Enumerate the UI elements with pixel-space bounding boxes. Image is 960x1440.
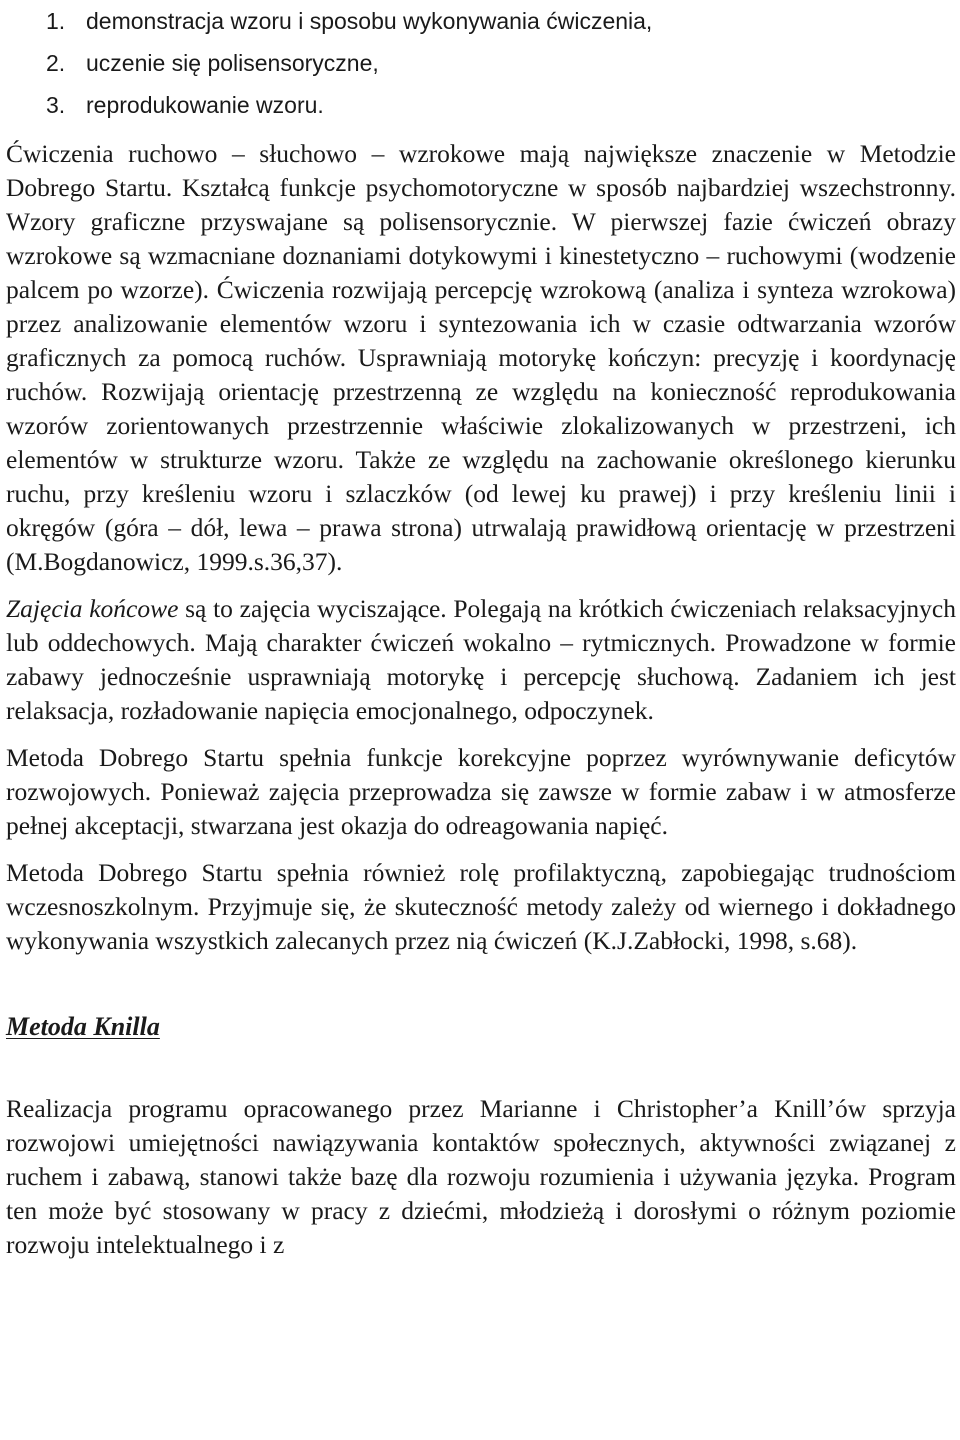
steps-list [6,0,956,126]
document-page [6,0,956,1262]
list-item [6,42,956,84]
list-item-text: demonstracja wzoru i sposobu wykonywania ćwiczenia, [86,8,653,34]
list-item [6,84,956,126]
paragraph-knill: Realizacja programu opracowanego przez Marianne i Christopher’a Knill’ów sprzyja rozwojowi umiejętności nawiązywania kontaktów społecznych, aktywności związanej z ruchem i zabawą, stanowi także bazę dla rozwoju rozumienia i używania języka. Program ten może być stosowany w pracy z dziećmi, młodzieżą i dorosłymi o różnym poziomie rozwoju intelektualnego i z [6,1094,956,1259]
paragraph-final-activities-text: są to zajęcia wyciszające. Polegają na krótkich ćwiczeniach relaksacyjnych lub oddechowych. Mają charakter ćwiczeń wokalno – rytmicznych. Prowadzone w formie zabawy jednocześnie usprawniają motorykę i percepcję słuchową. Zadaniem ich jest relaksacja, rozładowanie napięcia emocjonalnego, odpoczynek. [6,594,956,725]
paragraph-final-activities [6,592,956,728]
term-final-activities: Zajęcia końcowe [6,594,179,623]
list-item-number: 1. [46,8,66,34]
list-item-text: reprodukowanie wzoru. [86,92,324,118]
paragraph-corrective: Metoda Dobrego Startu spełnia funkcje korekcyjne poprzez wyrównywanie deficytów rozwojowych. Ponieważ zajęcia przeprowadza się zawsze w formie zabaw i w atmosferze pełnej akceptacji, stwarzana jest okazja do odreagowania napięć. [6,743,956,840]
list-item-number: 2. [46,50,66,76]
list-item [6,0,956,42]
list-item-text: uczenie się polisensoryczne, [86,50,379,76]
paragraph-exercises: Ćwiczenia ruchowo – słuchowo – wzrokowe mają największe znaczenie w Metodzie Dobrego Startu. Kształcą funkcje psychomotoryczne w sposób najbardziej wszechstronny. Wzory graficzne przyswajane są polisensorycznie. W pierwszej fazie ćwiczeń obrazy wzrokowe są wzmacniane doznaniami dotykowymi i kinestetyczno – ruchowymi (wodzenie palcem po wzorze). Ćwiczenia rozwijają percepcję wzrokową (analiza i synteza wzrokowa) przez analizowanie elementów wzoru i syntezowania ich w czasie odtwarzania wzorów graficznych za pomocą ruchów. Usprawniają motorykę kończyn: precyzję i koordynację ruchów. Rozwijają orientację przestrzenną ze względu na konieczność reprodukowania wzorów zorientowanych przestrzennie właściwie zlokalizowanych w przestrzeni, ich elementów w strukturze wzoru. Także ze względu na zachowanie określonego kierunku ruchu, przy kreśleniu wzoru i szlaczków (od lewej ku prawej) i przy kreśleniu linii i okręgów (góra – dół, lewa – prawa strona) utrwalają prawidłową orientację w przestrzeni (M.Bogdanowicz, 1999.s.36,37). [6,139,956,576]
paragraph-preventive: Metoda Dobrego Startu spełnia również rolę profilaktyczną, zapobiegając trudnościom wczesnoszkolnym. Przyjmuje się, że skuteczność metody zależy od wiernego i dokładnego wykonywania wszystkich zalecanych przez nią ćwiczeń (K.J.Zabłocki, 1998, s.68). [6,858,956,955]
section-heading: Metoda Knilla [6,1012,160,1041]
list-item-number: 3. [46,92,66,118]
